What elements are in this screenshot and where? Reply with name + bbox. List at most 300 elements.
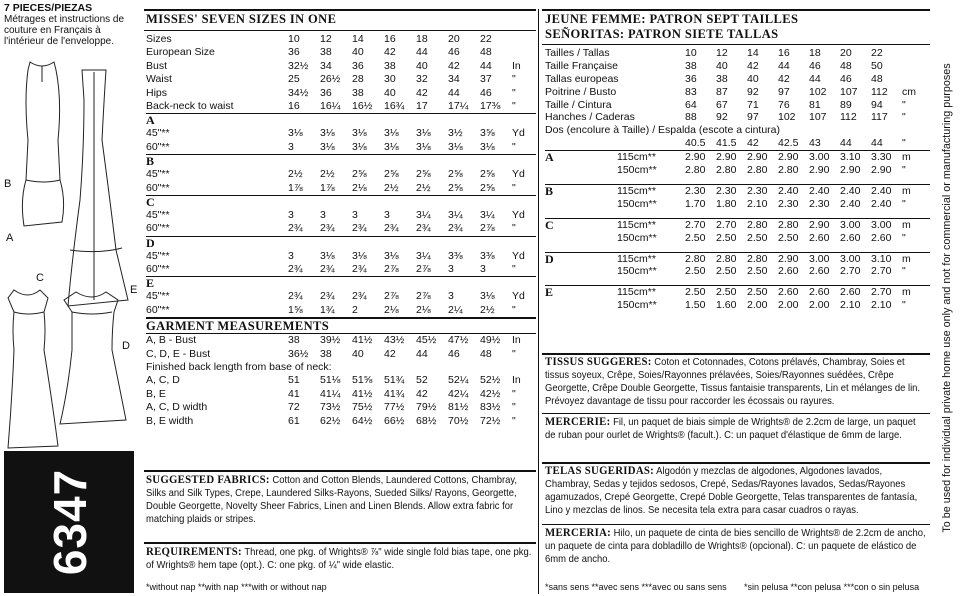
view-heading: D — [545, 251, 554, 266]
misses-fabrics-paragraph — [146, 473, 533, 526]
table-cell: 20 — [448, 33, 460, 45]
view-label-a: A — [6, 232, 14, 244]
table-cell: 83 — [685, 85, 697, 98]
view-e-front-sketch — [60, 292, 126, 424]
table-cell: 2⅝ — [384, 168, 399, 181]
table-cell: 44 — [416, 46, 428, 59]
table-row — [545, 137, 930, 150]
merceria-text: Hilo, un paquete de cinta de bies sencillo de Wrights® de 2.2cm de ancho, un paquete de cinta para dobladillo de Wrights® (opcional). C: un paquete de elástico de 6mm de ancho. — [545, 527, 926, 565]
table-cell: 2.50 — [685, 265, 706, 278]
table-cell: 2¾ — [320, 290, 335, 303]
table-row — [545, 99, 930, 112]
view-heading: E — [545, 285, 554, 300]
view-heading: B — [146, 154, 155, 169]
table-cell: 48 — [840, 59, 852, 72]
table-cell: 52¼ — [448, 374, 469, 387]
table-cell: 41.5 — [716, 137, 737, 150]
row-label: Taille Française — [545, 59, 618, 72]
table-cell: 51¾ — [384, 374, 405, 387]
table-cell: 2½ — [320, 168, 335, 181]
table-cell: 2.10 — [747, 197, 768, 210]
row-label: 115cm** — [617, 286, 656, 299]
unit-cell: " — [902, 164, 906, 177]
table-cell: 2.40 — [871, 185, 892, 198]
table-row — [545, 219, 930, 232]
table-cell: 3⅜ — [480, 249, 495, 262]
column-divider — [538, 9, 539, 594]
table-cell: 51⅝ — [352, 374, 373, 387]
table-cell: 17¼ — [448, 99, 469, 112]
table-cell: 36 — [320, 86, 332, 99]
table-row — [545, 286, 930, 299]
misses-title: MISSES' SEVEN SIZES IN ONE — [146, 12, 337, 26]
table-row — [146, 73, 536, 86]
table-cell: 102 — [778, 111, 796, 124]
table-row — [146, 127, 536, 140]
table-cell: 2½ — [480, 303, 495, 316]
row-label: Hips — [146, 86, 168, 99]
table-cell: 3 — [320, 208, 326, 221]
view-block — [545, 151, 930, 177]
table-cell: 26½ — [320, 73, 341, 86]
table-cell: 2.80 — [778, 218, 799, 231]
table-row — [146, 60, 536, 73]
table-row — [545, 232, 930, 245]
tissus-heading: TISSUS SUGGERES: — [545, 354, 652, 368]
table-cell: 71 — [747, 98, 759, 111]
table-cell: 38 — [320, 46, 332, 59]
row-label: 60"** — [146, 181, 170, 194]
table-row — [146, 348, 536, 361]
table-cell: 2.60 — [778, 286, 799, 299]
table-cell: 2.40 — [778, 185, 799, 198]
table-cell: 92 — [747, 85, 759, 98]
row-label: European Size — [146, 46, 215, 59]
table-cell: 97 — [747, 111, 759, 124]
table-cell: 1.60 — [716, 299, 737, 312]
table-cell: 2½ — [416, 181, 431, 194]
table-row — [146, 290, 536, 303]
table-cell: 81½ — [448, 401, 469, 414]
table-cell: 2.80 — [747, 218, 768, 231]
table-cell: 75½ — [352, 401, 373, 414]
table-cell: 37 — [480, 73, 492, 86]
table-cell: 2.80 — [747, 164, 768, 177]
table-cell: 2⅝ — [416, 168, 431, 181]
table-cell: 44 — [448, 86, 460, 99]
table-cell: 38 — [685, 59, 697, 72]
row-label: 150cm** — [617, 265, 657, 278]
view-block — [545, 219, 930, 245]
table-row — [146, 374, 536, 387]
table-cell: 81 — [809, 98, 821, 111]
table-cell: 3⅛ — [480, 140, 495, 153]
table-cell: 2.90 — [685, 151, 706, 164]
table-cell: 38 — [384, 59, 396, 72]
view-heading: B — [545, 184, 554, 199]
table-cell: 16¼ — [320, 99, 341, 112]
table-cell: 49½ — [480, 334, 501, 347]
table-cell: 3 — [448, 263, 454, 276]
table-cell: 2⅝ — [480, 168, 495, 181]
table-cell: 2.70 — [871, 265, 892, 278]
jeune-metrage-table — [545, 47, 930, 319]
table-cell: 50 — [871, 59, 883, 72]
table-cell: 3⅛ — [320, 249, 335, 262]
table-cell: 51 — [288, 374, 300, 387]
tissus-paragraph — [545, 355, 928, 408]
table-row — [545, 86, 930, 99]
unit-cell: " — [512, 140, 516, 153]
table-cell: 2.60 — [809, 286, 830, 299]
table-cell: 3.00 — [809, 151, 830, 164]
unit-cell: Yd — [512, 127, 525, 140]
row-label: 60"** — [146, 303, 170, 316]
table-cell: 2.80 — [685, 164, 706, 177]
table-cell: 3.00 — [809, 252, 830, 265]
table-cell: 2.80 — [747, 252, 768, 265]
table-cell: 3 — [352, 208, 358, 221]
table-row — [146, 415, 536, 428]
table-cell: 41½ — [352, 387, 373, 400]
unit-cell: In — [512, 334, 521, 347]
table-cell: 2.60 — [778, 265, 799, 278]
table-cell: 3⅛ — [448, 140, 463, 153]
pieces-count: 7 PIECES/PIEZAS — [4, 2, 93, 14]
pieces-french-note: Métrages et instructions de couture en Français à l'intérieur de l'enveloppe. — [4, 14, 125, 47]
table-row — [146, 334, 536, 347]
row-label — [545, 137, 685, 150]
view-label-b: B — [4, 178, 12, 190]
table-cell: 2¾ — [384, 222, 399, 235]
table-cell: 12 — [716, 47, 728, 59]
table-cell: 3.00 — [871, 218, 892, 231]
view-label-c: C — [36, 272, 44, 284]
row-label: 150cm** — [617, 164, 657, 177]
jeune-title-es: SEÑORITAS: PATRON SIETE TALLAS — [545, 27, 779, 41]
table-cell: 2.90 — [840, 164, 861, 177]
table-row — [545, 299, 930, 312]
table-cell: 2.60 — [809, 265, 830, 278]
table-cell: 2⅛ — [416, 303, 431, 316]
table-cell: 41¼ — [320, 387, 341, 400]
table-cell: 2.70 — [840, 265, 861, 278]
table-row — [146, 250, 536, 263]
telas-paragraph — [545, 464, 928, 517]
row-label: A, C, D — [146, 374, 180, 387]
table-cell: 2⅞ — [384, 290, 399, 303]
table-row — [545, 265, 930, 278]
table-cell: 42.5 — [778, 137, 799, 150]
table-cell: 41¾ — [384, 387, 405, 400]
table-cell: 1.80 — [716, 197, 737, 210]
table-row — [146, 100, 536, 113]
dos-label: Dos (encolure à Taille) / Espalda (escote a cintura) — [545, 124, 781, 137]
table-cell: 2.80 — [716, 252, 737, 265]
table-cell: 3½ — [448, 127, 463, 140]
table-cell: 2¼ — [448, 303, 463, 316]
table-cell: 70½ — [448, 414, 469, 427]
table-row — [146, 388, 536, 401]
table-cell: 42 — [384, 347, 396, 360]
table-cell: 34½ — [288, 86, 309, 99]
table-cell: 42 — [778, 72, 790, 85]
table-cell: 2.90 — [778, 151, 799, 164]
table-cell: 2.50 — [716, 286, 737, 299]
table-cell: 3¼ — [416, 208, 431, 221]
table-cell: 34 — [320, 59, 332, 72]
table-cell: 2.60 — [840, 286, 861, 299]
table-row — [146, 209, 536, 222]
view-label-d: D — [122, 340, 130, 352]
table-cell: 51⅛ — [320, 374, 341, 387]
table-cell: 3⅜ — [448, 249, 463, 262]
table-cell: 36½ — [288, 347, 309, 360]
table-cell: 46 — [809, 59, 821, 72]
table-cell: 2.90 — [871, 164, 892, 177]
table-row — [146, 263, 536, 276]
table-cell: 2½ — [384, 181, 399, 194]
unit-cell: " — [902, 111, 906, 124]
table-cell: 3 — [288, 208, 294, 221]
table-cell: 2¾ — [352, 263, 367, 276]
table-cell: 1⅞ — [320, 181, 335, 194]
table-cell: 42 — [384, 46, 396, 59]
unit-cell: " — [512, 414, 516, 427]
table-cell: 2⅞ — [384, 263, 399, 276]
table-row — [146, 222, 536, 235]
table-cell: 38 — [320, 347, 332, 360]
telas-heading: TELAS SUGERIDAS: — [545, 463, 655, 477]
unit-cell: " — [512, 263, 516, 276]
unit-cell: " — [512, 222, 516, 235]
table-cell: 107 — [809, 111, 827, 124]
table-cell: 2.40 — [871, 197, 892, 210]
table-cell: 2.90 — [809, 164, 830, 177]
table-cell: 3⅛ — [480, 290, 495, 303]
row-label: 60"** — [146, 263, 170, 276]
jeune-title-rule — [542, 44, 930, 45]
table-cell: 20 — [840, 47, 852, 59]
table-cell: 2½ — [288, 168, 303, 181]
table-cell: 2.60 — [840, 231, 861, 244]
table-cell: 1⅝ — [288, 303, 303, 316]
table-cell: 72½ — [480, 414, 501, 427]
table-cell: 1.70 — [685, 197, 706, 210]
table-cell: 3⅛ — [416, 127, 431, 140]
table-cell: 42 — [416, 86, 428, 99]
table-cell: 16 — [384, 33, 396, 45]
table-cell: 97 — [778, 85, 790, 98]
table-cell: 18 — [809, 47, 821, 59]
table-cell: 61 — [288, 414, 300, 427]
table-cell: 1⅞ — [288, 181, 303, 194]
row-label: Waist — [146, 73, 172, 86]
view-c-front-sketch — [8, 290, 58, 448]
table-cell: 36 — [685, 72, 697, 85]
table-cell: 2.50 — [685, 286, 706, 299]
jeune-top-rule — [542, 9, 930, 11]
view-a-back-sketch — [68, 70, 128, 306]
unit-cell: m — [902, 185, 911, 198]
table-row — [146, 33, 536, 46]
row-label: Sizes — [146, 33, 172, 45]
table-cell: 2.90 — [809, 218, 830, 231]
unit-cell: " — [902, 265, 906, 278]
table-cell: 25 — [288, 73, 300, 86]
usage-note: To be used for individual private home use only and not for commercial or manufacturing purposes — [941, 63, 953, 533]
table-row — [545, 60, 930, 73]
row-label: 60"** — [146, 222, 170, 235]
row-label: A, B - Bust — [146, 334, 197, 347]
table-cell: 2.70 — [716, 218, 737, 231]
table-cell: 64 — [685, 98, 697, 111]
table-cell: 87 — [716, 85, 728, 98]
table-cell: 2⅝ — [480, 181, 495, 194]
table-cell: 88 — [685, 111, 697, 124]
table-cell: 1.50 — [685, 299, 706, 312]
table-cell: 46 — [480, 86, 492, 99]
view-heading: E — [146, 276, 155, 291]
table-cell: 42 — [416, 387, 428, 400]
unit-cell: " — [512, 401, 516, 414]
table-cell: 14 — [352, 33, 364, 45]
jeune-title: JEUNE FEMME: PATRON SEPT TAILLES — [545, 12, 799, 26]
table-row — [146, 182, 536, 195]
table-cell: 3⅛ — [352, 249, 367, 262]
table-cell: 44 — [871, 137, 883, 150]
table-cell: 41 — [288, 387, 300, 400]
table-cell: 3⅛ — [416, 140, 431, 153]
table-cell: 16 — [778, 47, 790, 59]
table-cell: 2¾ — [320, 222, 335, 235]
table-cell: 32½ — [288, 59, 309, 72]
table-cell: 3⅛ — [384, 140, 399, 153]
row-label: 115cm** — [617, 252, 656, 265]
table-cell: 77½ — [384, 401, 405, 414]
mercerie-paragraph — [545, 415, 928, 442]
table-cell: 42 — [747, 137, 759, 150]
table-cell: 2 — [352, 303, 358, 316]
unit-cell: " — [512, 347, 516, 360]
table-cell: 43 — [809, 137, 821, 150]
table-cell: 46 — [448, 347, 460, 360]
table-cell: 2.50 — [685, 231, 706, 244]
table-row — [146, 87, 536, 100]
table-cell: 2.10 — [871, 299, 892, 312]
unit-cell — [902, 47, 918, 60]
unit-cell — [512, 33, 528, 46]
row-label: Hanches / Caderas — [545, 111, 635, 124]
table-cell: 2.50 — [747, 286, 768, 299]
jeune-footnote-fr: *sans sens **avec sens ***avec ou sans sens — [545, 582, 727, 592]
table-cell: 2.80 — [716, 164, 737, 177]
misses-requirements-paragraph — [146, 545, 533, 572]
table-cell: 10 — [685, 47, 697, 59]
view-heading: C — [545, 217, 554, 232]
table-row — [146, 46, 536, 59]
table-row — [545, 198, 930, 211]
unit-cell: m — [902, 151, 911, 164]
merceria-heading: MERCERIA: — [545, 525, 612, 539]
view-b-front-sketch — [22, 62, 63, 226]
table-cell: 3.10 — [871, 252, 892, 265]
table-cell: 112 — [840, 111, 857, 124]
row-label: Tailles / Tallas — [545, 47, 610, 59]
table-cell: 2¾ — [416, 222, 431, 235]
table-cell: 44 — [416, 347, 428, 360]
table-row — [545, 185, 930, 198]
table-cell: 3⅛ — [384, 127, 399, 140]
table-row — [545, 151, 930, 164]
table-cell: 3⅝ — [480, 127, 495, 140]
table-cell: 92 — [716, 111, 728, 124]
table-cell: 45½ — [416, 334, 437, 347]
table-cell: 94 — [871, 98, 883, 111]
table-cell: 3.00 — [840, 252, 861, 265]
row-label: 45"** — [146, 208, 170, 221]
table-cell: 3¼ — [448, 208, 463, 221]
table-cell: 42 — [747, 59, 759, 72]
unit-cell: " — [902, 137, 906, 150]
table-cell: 2⅞ — [416, 290, 431, 303]
table-cell: 3 — [288, 140, 294, 153]
table-cell: 3.30 — [871, 151, 892, 164]
table-cell: 44 — [809, 72, 821, 85]
table-cell: 48 — [480, 347, 492, 360]
table-cell: 2.50 — [778, 231, 799, 244]
row-label: 115cm** — [617, 185, 656, 198]
table-cell: 36 — [352, 59, 364, 72]
table-cell: 2.50 — [716, 265, 737, 278]
catalog-number: 6347 — [44, 468, 96, 576]
table-cell: 3.10 — [840, 151, 861, 164]
unit-cell — [512, 46, 528, 59]
mercerie-heading: MERCERIE: — [545, 414, 611, 428]
unit-cell: m — [902, 286, 911, 299]
table-cell: 2.80 — [685, 252, 706, 265]
table-cell: 2.30 — [747, 185, 768, 198]
table-cell: 2⅞ — [416, 263, 431, 276]
misses-footnote: *without nap **with nap ***with or without nap — [146, 582, 327, 592]
unit-cell: Yd — [512, 208, 525, 221]
table-cell: 2.30 — [685, 185, 706, 198]
table-cell: 1¾ — [320, 303, 335, 316]
row-label: B, E width — [146, 414, 194, 427]
unit-cell: " — [512, 303, 516, 316]
row-label: Taille / Cintura — [545, 98, 612, 111]
row-label: 115cm** — [617, 218, 656, 231]
unit-cell — [902, 73, 918, 86]
row-label: 60"** — [146, 140, 170, 153]
table-cell: 3 — [448, 290, 454, 303]
table-cell: 3 — [288, 249, 294, 262]
table-cell: 76 — [778, 98, 790, 111]
table-cell: 46 — [840, 72, 852, 85]
garment-measurements-heading: GARMENT MEASUREMENTS — [146, 319, 330, 334]
table-cell: 2¾ — [352, 290, 367, 303]
row-label: 150cm** — [617, 197, 657, 210]
row-label: 45"** — [146, 290, 170, 303]
table-cell: 79½ — [416, 401, 437, 414]
table-row — [146, 304, 536, 317]
table-cell: 2¾ — [320, 263, 335, 276]
unit-cell: cm — [902, 85, 916, 98]
row-label: Bust — [146, 59, 168, 72]
table-cell: 48 — [871, 72, 883, 85]
requirements-heading: REQUIREMENTS: — [146, 544, 242, 558]
table-cell: 2⅝ — [448, 168, 463, 181]
